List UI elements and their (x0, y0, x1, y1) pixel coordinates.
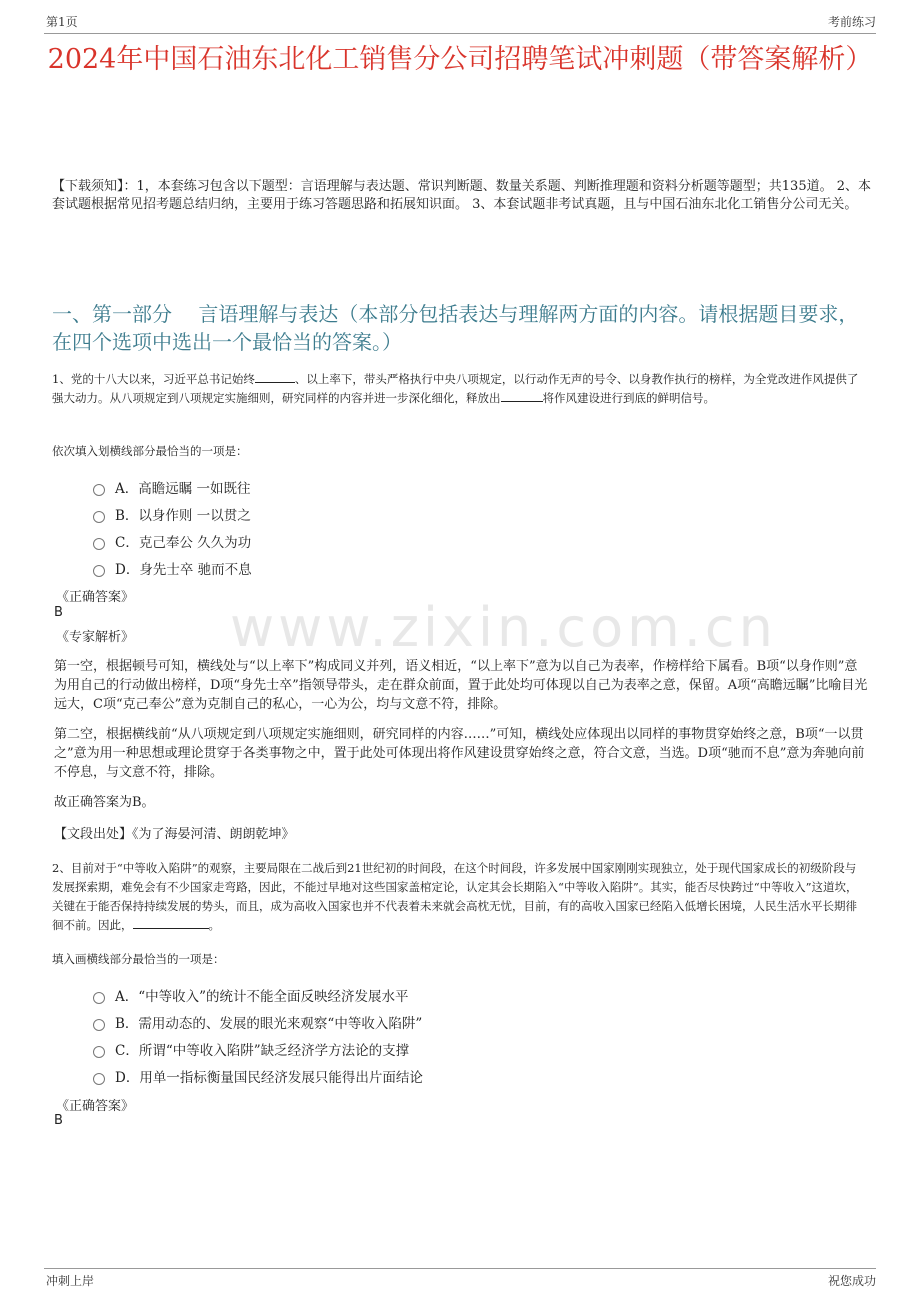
q2-option-c[interactable]: C．所谓“中等收入陷阱”缺乏经济学方法论的支撑 (93, 1039, 409, 1059)
radio-icon[interactable] (93, 1019, 105, 1031)
q1-option-c[interactable]: C．克己奉公 久久为功 (93, 531, 251, 551)
page-number: 第1页 (46, 15, 78, 29)
q2-option-d[interactable]: D．用单一指标衡量国民经济发展只能得出片面结论 (93, 1066, 423, 1086)
radio-icon[interactable] (93, 565, 105, 577)
q1-text-c: 将作风建设进行到底的鲜明信号。 (542, 391, 715, 405)
q1-text-a: 1、党的十八大以来，习近平总书记始终 (52, 372, 255, 386)
q2-text-c: 。 (208, 918, 220, 932)
q1-analysis-para-2: 第二空，根据横线前“从八项规定到八项规定实施细则，研究同样的内容……”可知，横线处应体现出以同样的事物贯穿始终之意，B项“一以贯之”意为用一种思想或理论贯穿于各类事物之中，置于此处可体现出将作风建设贯穿始终之意，符合文意，当选。D项“驰而不息”意为奔驰向前不停息，与文意不符，排除。 (54, 727, 865, 780)
q1-option-a[interactable]: A．高瞻远瞩 一如既往 (93, 477, 251, 497)
radio-icon[interactable] (93, 1046, 105, 1058)
q2-answer-label: 《正确答案》 (56, 1099, 135, 1114)
q1-text-b: 、以上率下，带头严格执行中央八项规定，以行动作无声的号令、以身教作执行的榜样，为全党改进作风提供了强大动力。从八项规定到八项规定实施细则，研究同样的内容并进一步深化细化，释放出 (52, 372, 859, 405)
download-notice: 【下载须知】：1，本套练习包含以下题型：言语理解与表达题、常识判断题、数量关系题、判断推理题和资料分析题等题型；共135道。 2、本套试题根据常见招考题总结归纳，主要用于练习答题思路和拓展知识面。 3、本套试题非考试真题，且与中国石油东北化工销售分公司无关。 (52, 179, 871, 212)
q1-source: 【文段出处】《为了海晏河清、朗朗乾坤》 (54, 827, 295, 842)
header-rule (44, 33, 876, 34)
q1-option-b[interactable]: B．以身作则 一以贯之 (93, 504, 251, 524)
q1-analysis-para-1: 第一空，根据顿号可知，横线处与“以上率下”构成同义并列，语义相近，“以上率下”意为以自己为表率，作榜样给下属看。B项“以身作则”意为用自己的行动做出榜样，D项“身先士卒”指领导带头，走在群众前面，置于此处均可体现以自己为表率之意，保留。A项“高瞻远瞩”比喻目光远大，C项“克己奉公”意为克制自己的私心，一心为公，均与文意不符，排除。 (54, 659, 868, 712)
radio-icon[interactable] (93, 1073, 105, 1085)
q2-option-b[interactable]: B．需用动态的、发展的眼光来观察“中等收入陷阱” (93, 1012, 422, 1032)
radio-icon[interactable] (93, 992, 105, 1004)
watermark: www.zixin.com.cn (230, 596, 777, 659)
q1-instruction: 依次填入划横线部分最恰当的一项是： (52, 444, 248, 458)
radio-icon[interactable] (93, 484, 105, 496)
q1-blank-2 (501, 401, 543, 402)
radio-icon[interactable] (93, 538, 105, 550)
q2-option-a[interactable]: A．“中等收入”的统计不能全面反映经济发展水平 (93, 985, 409, 1005)
q1-option-d[interactable]: D．身先士卒 驰而不息 (93, 558, 252, 578)
q2-blank (133, 928, 209, 929)
q1-blank-1 (255, 382, 295, 383)
question-2-text (52, 859, 867, 935)
section-heading: 一、第一部分 言语理解与表达（本部分包括表达与理解两方面的内容。请根据题目要求，在四个选项中选出一个最恰当的答案。） (52, 302, 859, 354)
q1-answer-label: 《正确答案》 (56, 590, 135, 605)
q1-analysis-label: 《专家解析》 (56, 630, 135, 645)
footer-left-text: 冲刺上岸 (46, 1274, 95, 1288)
document-title: 2024年中国石油东北化工销售分公司招聘笔试冲刺题（带答案解析） (47, 44, 873, 75)
header-right-text: 考前练习 (827, 15, 876, 29)
footer-right-text: 祝您成功 (827, 1274, 876, 1288)
q2-answer: B (54, 1113, 63, 1128)
question-1-text (52, 370, 867, 408)
q2-instruction: 填入画横线部分最恰当的一项是： (52, 952, 225, 966)
q1-answer: B (54, 605, 63, 620)
q1-conclusion: 故正确答案为B。 (54, 795, 155, 810)
q2-text-a: 2、目前对于“中等收入陷阱”的观察，主要局限在二战后到21世纪初的时间段，在这个时间段，许多发展中国家刚刚实现独立，处于现代国家成长的初级阶段与发展探索期，难免会有不少国家走弯路，因此，不能过早地对这些国家盖棺定论，认定其会长期陷入“中等收入陷阱”。其实，能否尽快跨过“中等收入”这道坎，关键在于能否保持持续发展的势头，而且，成为高收入国家也并不代表着未来就会高枕无忧，目前，有的高收入国家已经陷入低增长困境，人民生活水平长期徘徊不前。因此， (52, 861, 858, 932)
radio-icon[interactable] (93, 511, 105, 523)
footer-rule (44, 1268, 876, 1269)
